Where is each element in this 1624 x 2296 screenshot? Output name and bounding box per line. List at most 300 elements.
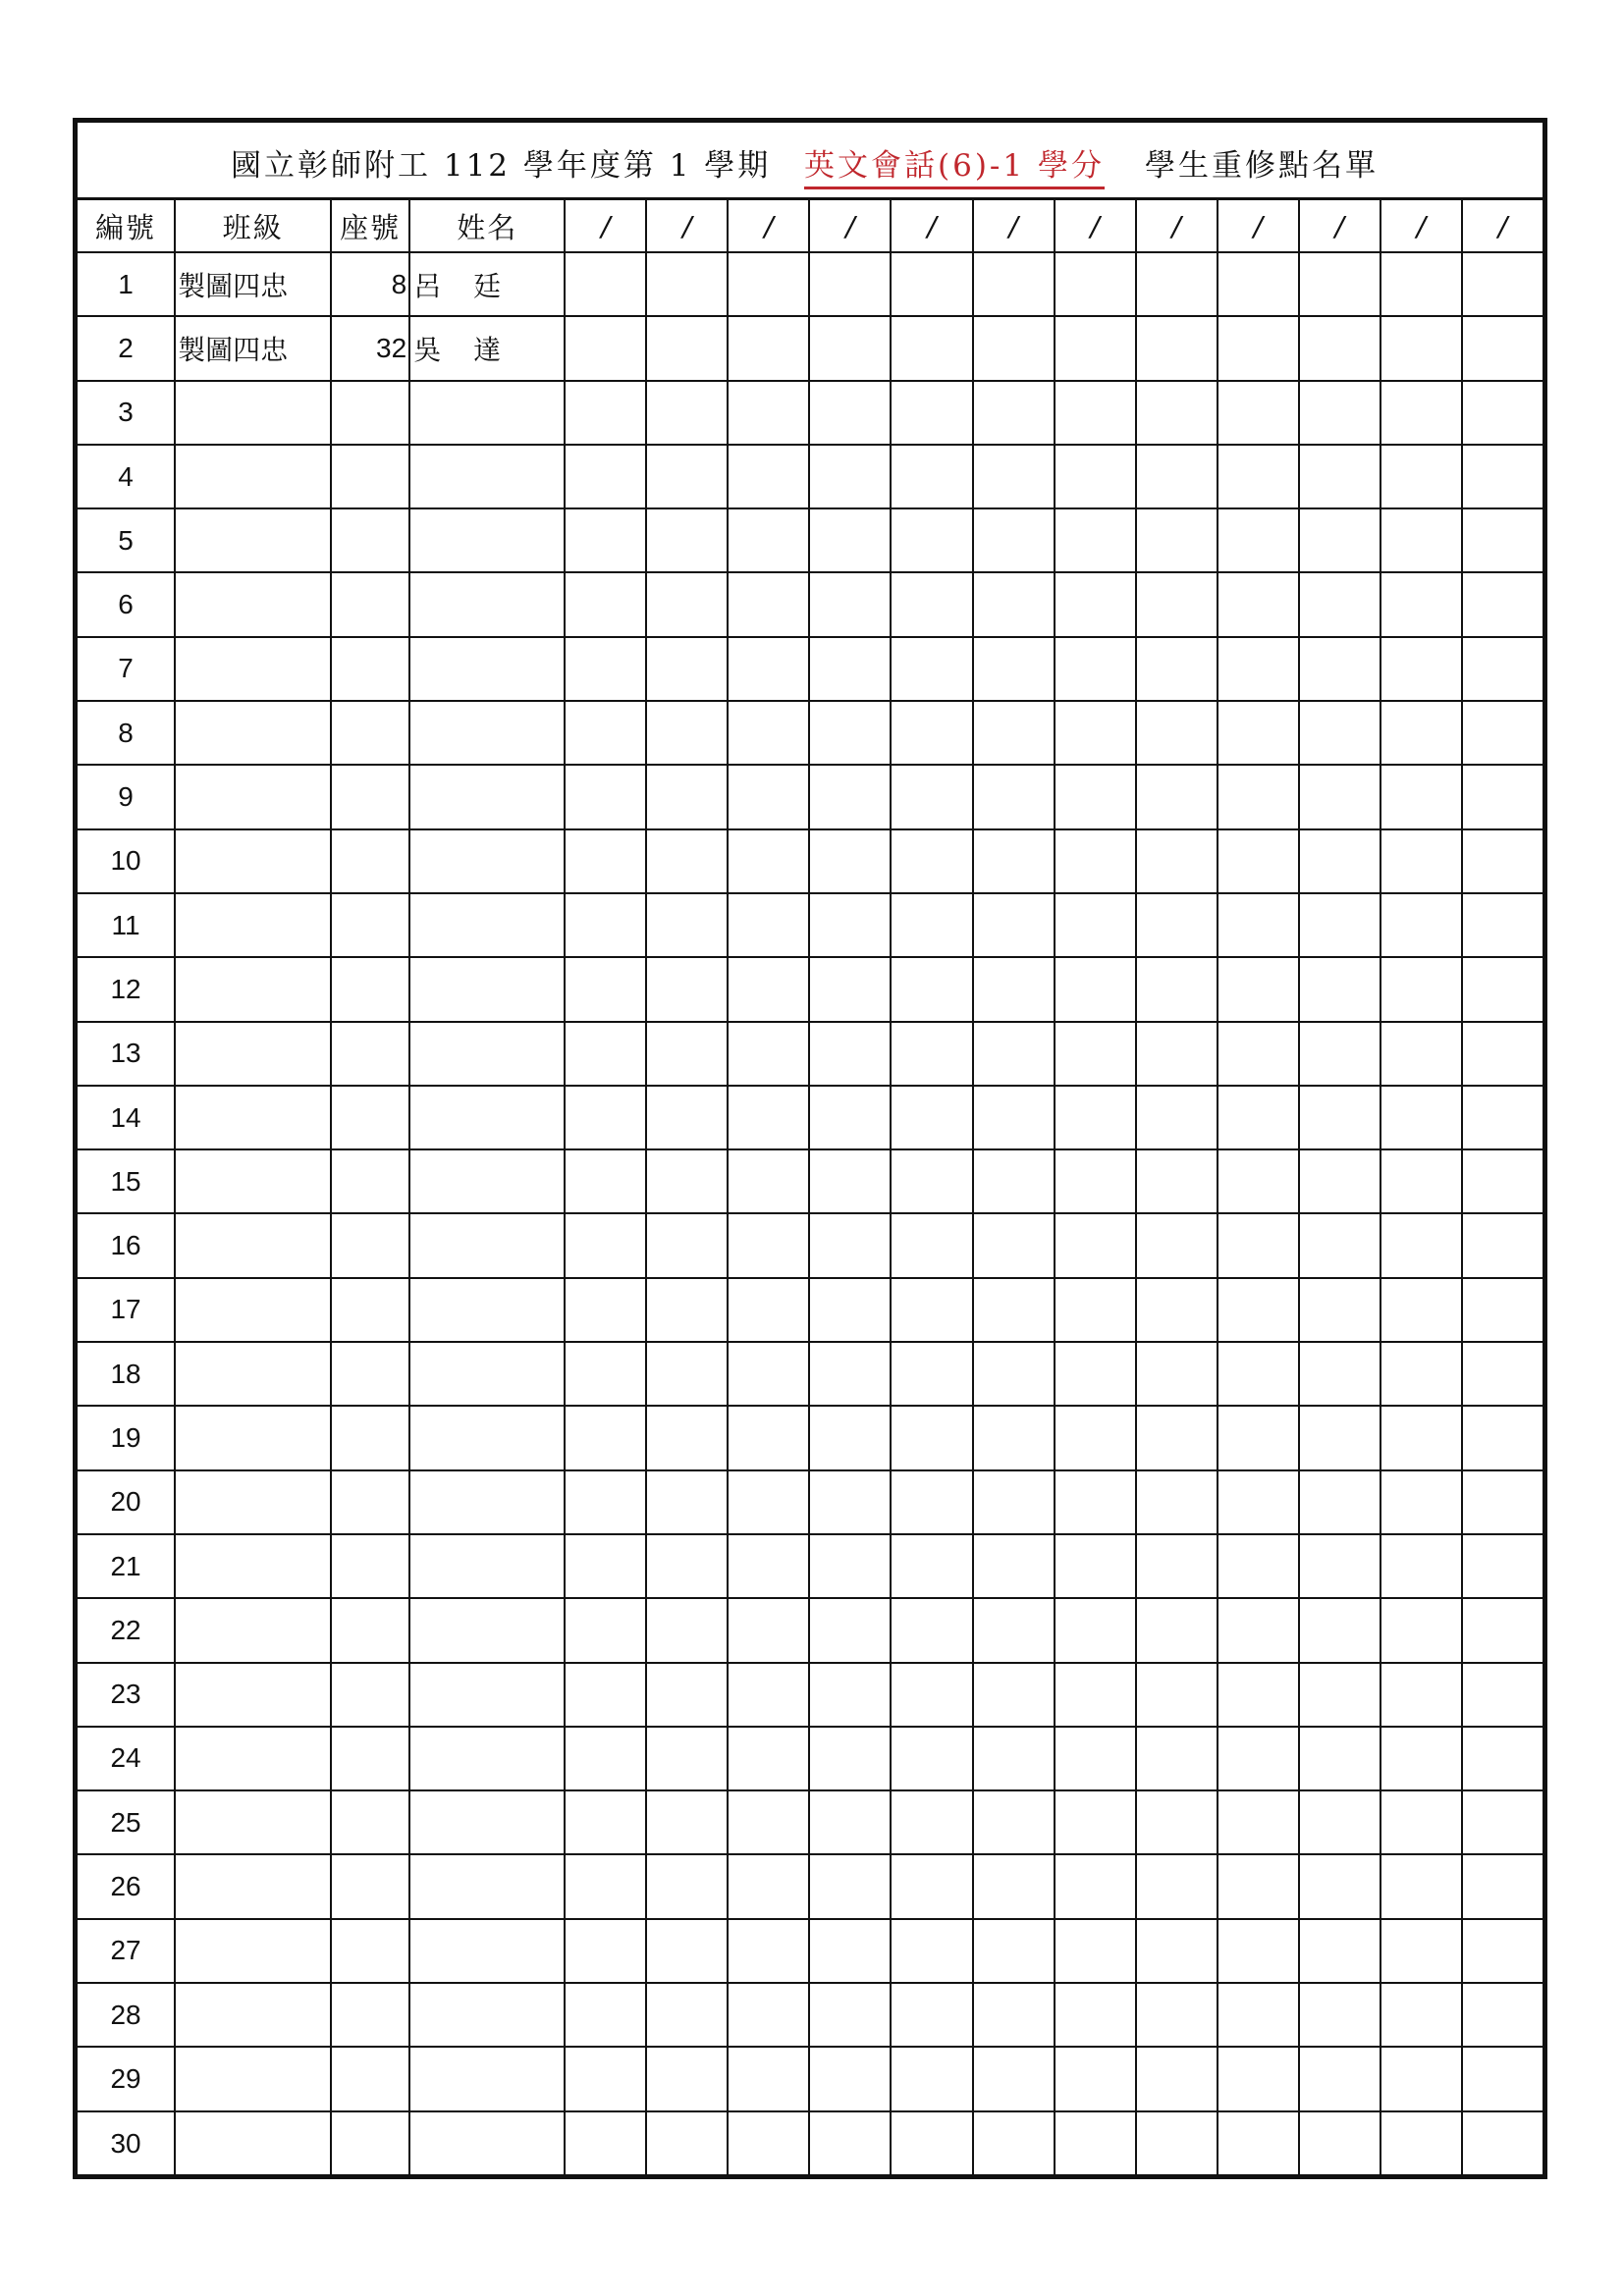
attendance-cell[interactable] [1380, 1598, 1462, 1662]
attendance-cell[interactable] [728, 1854, 809, 1918]
attendance-cell[interactable] [973, 701, 1055, 765]
attendance-cell[interactable] [1055, 701, 1136, 765]
attendance-cell[interactable] [1462, 445, 1543, 508]
attendance-cell[interactable] [728, 1919, 809, 1983]
attendance-cell[interactable] [1218, 1406, 1299, 1469]
attendance-cell[interactable] [1218, 1790, 1299, 1854]
attendance-cell[interactable] [1136, 765, 1218, 828]
attendance-cell[interactable] [809, 1983, 891, 2047]
attendance-cell[interactable] [1055, 1086, 1136, 1149]
attendance-cell[interactable] [646, 1406, 728, 1469]
attendance-cell[interactable] [1218, 893, 1299, 957]
attendance-cell[interactable] [1380, 765, 1462, 828]
attendance-cell[interactable] [728, 508, 809, 572]
attendance-cell[interactable] [1136, 1213, 1218, 1277]
attendance-cell[interactable] [1136, 1919, 1218, 1983]
attendance-cell[interactable] [1380, 637, 1462, 701]
attendance-cell[interactable] [565, 1022, 646, 1086]
attendance-cell[interactable] [1380, 1663, 1462, 1727]
attendance-cell[interactable] [891, 1278, 972, 1342]
attendance-cell[interactable] [1462, 1213, 1543, 1277]
attendance-cell[interactable] [809, 957, 891, 1021]
attendance-cell[interactable] [1218, 957, 1299, 1021]
attendance-cell[interactable] [809, 316, 891, 380]
attendance-cell[interactable] [809, 1086, 891, 1149]
attendance-cell[interactable] [809, 829, 891, 893]
attendance-cell[interactable] [1136, 893, 1218, 957]
attendance-cell[interactable] [1380, 893, 1462, 957]
attendance-cell[interactable] [1055, 1470, 1136, 1534]
attendance-cell[interactable] [1055, 1790, 1136, 1854]
attendance-cell[interactable] [891, 572, 972, 636]
attendance-cell[interactable] [1218, 1919, 1299, 1983]
attendance-cell[interactable] [646, 1213, 728, 1277]
attendance-cell[interactable] [646, 1022, 728, 1086]
attendance-cell[interactable] [1462, 1790, 1543, 1854]
attendance-cell[interactable] [728, 2111, 809, 2175]
attendance-cell[interactable] [1462, 893, 1543, 957]
attendance-cell[interactable] [1218, 252, 1299, 316]
attendance-cell[interactable] [809, 1406, 891, 1469]
attendance-cell[interactable] [891, 765, 972, 828]
attendance-cell[interactable] [1299, 765, 1380, 828]
attendance-cell[interactable] [1299, 1149, 1380, 1213]
attendance-cell[interactable] [809, 893, 891, 957]
attendance-cell[interactable] [1462, 1470, 1543, 1534]
attendance-cell[interactable] [1136, 1342, 1218, 1406]
attendance-cell[interactable] [973, 1983, 1055, 2047]
attendance-cell[interactable] [565, 2111, 646, 2175]
attendance-cell[interactable] [646, 2047, 728, 2110]
attendance-cell[interactable] [1299, 572, 1380, 636]
attendance-cell[interactable] [1299, 637, 1380, 701]
attendance-cell[interactable] [728, 637, 809, 701]
attendance-cell[interactable] [1299, 381, 1380, 445]
attendance-cell[interactable] [891, 316, 972, 380]
attendance-cell[interactable] [1055, 445, 1136, 508]
attendance-cell[interactable] [973, 893, 1055, 957]
attendance-cell[interactable] [1462, 316, 1543, 380]
attendance-cell[interactable] [728, 829, 809, 893]
attendance-cell[interactable] [809, 1213, 891, 1277]
attendance-cell[interactable] [891, 252, 972, 316]
attendance-cell[interactable] [646, 2111, 728, 2175]
attendance-cell[interactable] [1380, 1278, 1462, 1342]
attendance-cell[interactable] [1055, 765, 1136, 828]
attendance-cell[interactable] [973, 316, 1055, 380]
attendance-cell[interactable] [891, 829, 972, 893]
attendance-cell[interactable] [1136, 701, 1218, 765]
attendance-cell[interactable] [728, 1213, 809, 1277]
attendance-cell[interactable] [809, 1727, 891, 1790]
attendance-cell[interactable] [1136, 957, 1218, 1021]
attendance-cell[interactable] [728, 957, 809, 1021]
attendance-cell[interactable] [1136, 1149, 1218, 1213]
attendance-cell[interactable] [973, 572, 1055, 636]
attendance-cell[interactable] [1299, 1342, 1380, 1406]
attendance-cell[interactable] [809, 701, 891, 765]
attendance-cell[interactable] [1462, 637, 1543, 701]
attendance-cell[interactable] [565, 1983, 646, 2047]
attendance-cell[interactable] [973, 2111, 1055, 2175]
attendance-cell[interactable] [973, 445, 1055, 508]
attendance-cell[interactable] [1218, 1342, 1299, 1406]
attendance-cell[interactable] [1218, 2047, 1299, 2110]
attendance-cell[interactable] [1218, 1663, 1299, 1727]
attendance-cell[interactable] [891, 1983, 972, 2047]
attendance-cell[interactable] [646, 701, 728, 765]
attendance-cell[interactable] [1218, 1086, 1299, 1149]
attendance-cell[interactable] [728, 1727, 809, 1790]
attendance-cell[interactable] [565, 765, 646, 828]
attendance-cell[interactable] [1218, 1727, 1299, 1790]
attendance-cell[interactable] [646, 508, 728, 572]
attendance-cell[interactable] [1218, 1470, 1299, 1534]
attendance-cell[interactable] [728, 316, 809, 380]
attendance-cell[interactable] [565, 1727, 646, 1790]
attendance-cell[interactable] [1218, 1149, 1299, 1213]
attendance-cell[interactable] [1055, 829, 1136, 893]
attendance-cell[interactable] [565, 1598, 646, 1662]
attendance-cell[interactable] [973, 1854, 1055, 1918]
attendance-cell[interactable] [728, 381, 809, 445]
attendance-cell[interactable] [1299, 508, 1380, 572]
attendance-cell[interactable] [1299, 1790, 1380, 1854]
attendance-cell[interactable] [1380, 1470, 1462, 1534]
attendance-cell[interactable] [728, 701, 809, 765]
attendance-cell[interactable] [1218, 381, 1299, 445]
attendance-cell[interactable] [1462, 1919, 1543, 1983]
attendance-cell[interactable] [1218, 1598, 1299, 1662]
attendance-cell[interactable] [1218, 829, 1299, 893]
attendance-cell[interactable] [1055, 316, 1136, 380]
attendance-cell[interactable] [809, 1278, 891, 1342]
attendance-cell[interactable] [891, 1406, 972, 1469]
attendance-cell[interactable] [809, 1342, 891, 1406]
attendance-cell[interactable] [973, 1470, 1055, 1534]
attendance-cell[interactable] [1380, 957, 1462, 1021]
attendance-cell[interactable] [1136, 381, 1218, 445]
attendance-cell[interactable] [1380, 1342, 1462, 1406]
attendance-cell[interactable] [728, 252, 809, 316]
attendance-cell[interactable] [1136, 1470, 1218, 1534]
attendance-cell[interactable] [565, 1470, 646, 1534]
attendance-cell[interactable] [565, 445, 646, 508]
attendance-cell[interactable] [1299, 1663, 1380, 1727]
attendance-cell[interactable] [973, 2047, 1055, 2110]
attendance-cell[interactable] [891, 1790, 972, 1854]
attendance-cell[interactable] [891, 1598, 972, 1662]
attendance-cell[interactable] [1462, 829, 1543, 893]
attendance-cell[interactable] [1380, 445, 1462, 508]
attendance-cell[interactable] [1218, 1534, 1299, 1598]
attendance-cell[interactable] [1380, 1790, 1462, 1854]
attendance-cell[interactable] [1218, 1854, 1299, 1918]
attendance-cell[interactable] [1136, 1983, 1218, 2047]
attendance-cell[interactable] [1299, 1983, 1380, 2047]
attendance-cell[interactable] [1462, 2111, 1543, 2175]
attendance-cell[interactable] [728, 1663, 809, 1727]
attendance-cell[interactable] [728, 1406, 809, 1469]
attendance-cell[interactable] [891, 1534, 972, 1598]
attendance-cell[interactable] [1136, 252, 1218, 316]
attendance-cell[interactable] [1380, 508, 1462, 572]
attendance-cell[interactable] [1299, 316, 1380, 380]
attendance-cell[interactable] [728, 1470, 809, 1534]
attendance-cell[interactable] [1380, 1406, 1462, 1469]
attendance-cell[interactable] [565, 1919, 646, 1983]
attendance-cell[interactable] [1136, 637, 1218, 701]
attendance-cell[interactable] [891, 893, 972, 957]
attendance-cell[interactable] [809, 637, 891, 701]
attendance-cell[interactable] [646, 252, 728, 316]
attendance-cell[interactable] [646, 765, 728, 828]
attendance-cell[interactable] [565, 316, 646, 380]
attendance-cell[interactable] [1462, 508, 1543, 572]
attendance-cell[interactable] [1218, 1213, 1299, 1277]
attendance-cell[interactable] [1299, 1470, 1380, 1534]
attendance-cell[interactable] [891, 445, 972, 508]
attendance-cell[interactable] [1380, 381, 1462, 445]
attendance-cell[interactable] [809, 1663, 891, 1727]
attendance-cell[interactable] [1462, 1022, 1543, 1086]
attendance-cell[interactable] [565, 1854, 646, 1918]
attendance-cell[interactable] [1299, 957, 1380, 1021]
attendance-cell[interactable] [1380, 2047, 1462, 2110]
attendance-cell[interactable] [1136, 1022, 1218, 1086]
attendance-cell[interactable] [1462, 1598, 1543, 1662]
attendance-cell[interactable] [973, 1727, 1055, 1790]
attendance-cell[interactable] [646, 1727, 728, 1790]
attendance-cell[interactable] [1299, 1727, 1380, 1790]
attendance-cell[interactable] [1136, 1727, 1218, 1790]
attendance-cell[interactable] [809, 1470, 891, 1534]
attendance-cell[interactable] [1218, 316, 1299, 380]
attendance-cell[interactable] [646, 829, 728, 893]
attendance-cell[interactable] [1380, 1919, 1462, 1983]
attendance-cell[interactable] [1055, 1983, 1136, 2047]
attendance-cell[interactable] [809, 2111, 891, 2175]
attendance-cell[interactable] [891, 1149, 972, 1213]
attendance-cell[interactable] [565, 1213, 646, 1277]
attendance-cell[interactable] [565, 2047, 646, 2110]
attendance-cell[interactable] [646, 572, 728, 636]
attendance-cell[interactable] [565, 701, 646, 765]
attendance-cell[interactable] [1136, 1406, 1218, 1469]
attendance-cell[interactable] [973, 957, 1055, 1021]
attendance-cell[interactable] [1136, 1278, 1218, 1342]
attendance-cell[interactable] [1380, 1213, 1462, 1277]
attendance-cell[interactable] [1055, 1406, 1136, 1469]
attendance-cell[interactable] [646, 1663, 728, 1727]
attendance-cell[interactable] [565, 1342, 646, 1406]
attendance-cell[interactable] [809, 1790, 891, 1854]
attendance-cell[interactable] [1380, 701, 1462, 765]
attendance-cell[interactable] [973, 1919, 1055, 1983]
attendance-cell[interactable] [728, 1790, 809, 1854]
attendance-cell[interactable] [1055, 1342, 1136, 1406]
attendance-cell[interactable] [809, 1149, 891, 1213]
attendance-cell[interactable] [891, 1470, 972, 1534]
attendance-cell[interactable] [973, 1663, 1055, 1727]
attendance-cell[interactable] [728, 1983, 809, 2047]
attendance-cell[interactable] [646, 637, 728, 701]
attendance-cell[interactable] [891, 1342, 972, 1406]
attendance-cell[interactable] [1462, 1406, 1543, 1469]
attendance-cell[interactable] [646, 1149, 728, 1213]
attendance-cell[interactable] [646, 316, 728, 380]
attendance-cell[interactable] [1218, 508, 1299, 572]
attendance-cell[interactable] [1299, 1278, 1380, 1342]
attendance-cell[interactable] [565, 252, 646, 316]
attendance-cell[interactable] [1299, 1534, 1380, 1598]
attendance-cell[interactable] [646, 1086, 728, 1149]
attendance-cell[interactable] [1136, 1790, 1218, 1854]
attendance-cell[interactable] [1136, 572, 1218, 636]
attendance-cell[interactable] [1299, 1919, 1380, 1983]
attendance-cell[interactable] [646, 1919, 728, 1983]
attendance-cell[interactable] [973, 508, 1055, 572]
attendance-cell[interactable] [565, 1406, 646, 1469]
attendance-cell[interactable] [1055, 1022, 1136, 1086]
attendance-cell[interactable] [1299, 829, 1380, 893]
attendance-cell[interactable] [809, 1598, 891, 1662]
attendance-cell[interactable] [1136, 1534, 1218, 1598]
attendance-cell[interactable] [1299, 2111, 1380, 2175]
attendance-cell[interactable] [1136, 445, 1218, 508]
attendance-cell[interactable] [973, 1278, 1055, 1342]
attendance-cell[interactable] [1055, 1854, 1136, 1918]
attendance-cell[interactable] [1136, 2047, 1218, 2110]
attendance-cell[interactable] [1055, 1919, 1136, 1983]
attendance-cell[interactable] [646, 1790, 728, 1854]
attendance-cell[interactable] [728, 1278, 809, 1342]
attendance-cell[interactable] [1055, 1534, 1136, 1598]
attendance-cell[interactable] [809, 572, 891, 636]
attendance-cell[interactable] [1136, 1598, 1218, 1662]
attendance-cell[interactable] [728, 1342, 809, 1406]
attendance-cell[interactable] [728, 1598, 809, 1662]
attendance-cell[interactable] [728, 445, 809, 508]
attendance-cell[interactable] [1055, 1149, 1136, 1213]
attendance-cell[interactable] [1299, 2047, 1380, 2110]
attendance-cell[interactable] [1380, 252, 1462, 316]
attendance-cell[interactable] [1462, 252, 1543, 316]
attendance-cell[interactable] [1218, 572, 1299, 636]
attendance-cell[interactable] [973, 637, 1055, 701]
attendance-cell[interactable] [1462, 1663, 1543, 1727]
attendance-cell[interactable] [1462, 1278, 1543, 1342]
attendance-cell[interactable] [565, 957, 646, 1021]
attendance-cell[interactable] [891, 1086, 972, 1149]
attendance-cell[interactable] [1055, 1213, 1136, 1277]
attendance-cell[interactable] [1055, 572, 1136, 636]
attendance-cell[interactable] [1299, 1854, 1380, 1918]
attendance-cell[interactable] [1299, 701, 1380, 765]
attendance-cell[interactable] [1380, 572, 1462, 636]
attendance-cell[interactable] [565, 381, 646, 445]
attendance-cell[interactable] [1380, 1086, 1462, 1149]
attendance-cell[interactable] [1218, 701, 1299, 765]
attendance-cell[interactable] [891, 1919, 972, 1983]
attendance-cell[interactable] [1462, 1149, 1543, 1213]
attendance-cell[interactable] [1299, 445, 1380, 508]
attendance-cell[interactable] [1462, 572, 1543, 636]
attendance-cell[interactable] [891, 2111, 972, 2175]
attendance-cell[interactable] [1218, 2111, 1299, 2175]
attendance-cell[interactable] [646, 893, 728, 957]
attendance-cell[interactable] [1380, 1149, 1462, 1213]
attendance-cell[interactable] [1136, 1854, 1218, 1918]
attendance-cell[interactable] [891, 508, 972, 572]
attendance-cell[interactable] [1462, 1534, 1543, 1598]
attendance-cell[interactable] [1055, 637, 1136, 701]
attendance-cell[interactable] [891, 701, 972, 765]
attendance-cell[interactable] [1380, 1983, 1462, 2047]
attendance-cell[interactable] [728, 1149, 809, 1213]
attendance-cell[interactable] [1055, 2047, 1136, 2110]
attendance-cell[interactable] [1218, 765, 1299, 828]
attendance-cell[interactable] [809, 252, 891, 316]
attendance-cell[interactable] [565, 893, 646, 957]
attendance-cell[interactable] [1462, 1727, 1543, 1790]
attendance-cell[interactable] [973, 1406, 1055, 1469]
attendance-cell[interactable] [1380, 1727, 1462, 1790]
attendance-cell[interactable] [809, 1919, 891, 1983]
attendance-cell[interactable] [728, 572, 809, 636]
attendance-cell[interactable] [891, 1663, 972, 1727]
attendance-cell[interactable] [1055, 1727, 1136, 1790]
attendance-cell[interactable] [646, 445, 728, 508]
attendance-cell[interactable] [973, 252, 1055, 316]
attendance-cell[interactable] [646, 1598, 728, 1662]
attendance-cell[interactable] [1055, 893, 1136, 957]
attendance-cell[interactable] [1055, 252, 1136, 316]
attendance-cell[interactable] [891, 1854, 972, 1918]
attendance-cell[interactable] [1218, 1983, 1299, 2047]
attendance-cell[interactable] [1055, 381, 1136, 445]
attendance-cell[interactable] [1462, 1983, 1543, 2047]
attendance-cell[interactable] [891, 2047, 972, 2110]
attendance-cell[interactable] [1462, 1086, 1543, 1149]
attendance-cell[interactable] [565, 1149, 646, 1213]
attendance-cell[interactable] [565, 829, 646, 893]
attendance-cell[interactable] [1380, 829, 1462, 893]
attendance-cell[interactable] [809, 1022, 891, 1086]
attendance-cell[interactable] [809, 1854, 891, 1918]
attendance-cell[interactable] [1136, 1663, 1218, 1727]
attendance-cell[interactable] [1136, 829, 1218, 893]
attendance-cell[interactable] [891, 957, 972, 1021]
attendance-cell[interactable] [728, 1534, 809, 1598]
attendance-cell[interactable] [565, 1278, 646, 1342]
attendance-cell[interactable] [809, 381, 891, 445]
attendance-cell[interactable] [973, 765, 1055, 828]
attendance-cell[interactable] [891, 381, 972, 445]
attendance-cell[interactable] [1136, 2111, 1218, 2175]
attendance-cell[interactable] [891, 1022, 972, 1086]
attendance-cell[interactable] [1299, 1598, 1380, 1662]
attendance-cell[interactable] [565, 1534, 646, 1598]
attendance-cell[interactable] [1380, 316, 1462, 380]
attendance-cell[interactable] [1136, 508, 1218, 572]
attendance-cell[interactable] [1136, 316, 1218, 380]
attendance-cell[interactable] [973, 1534, 1055, 1598]
attendance-cell[interactable] [1055, 957, 1136, 1021]
attendance-cell[interactable] [1380, 1534, 1462, 1598]
attendance-cell[interactable] [891, 637, 972, 701]
attendance-cell[interactable] [1380, 1022, 1462, 1086]
